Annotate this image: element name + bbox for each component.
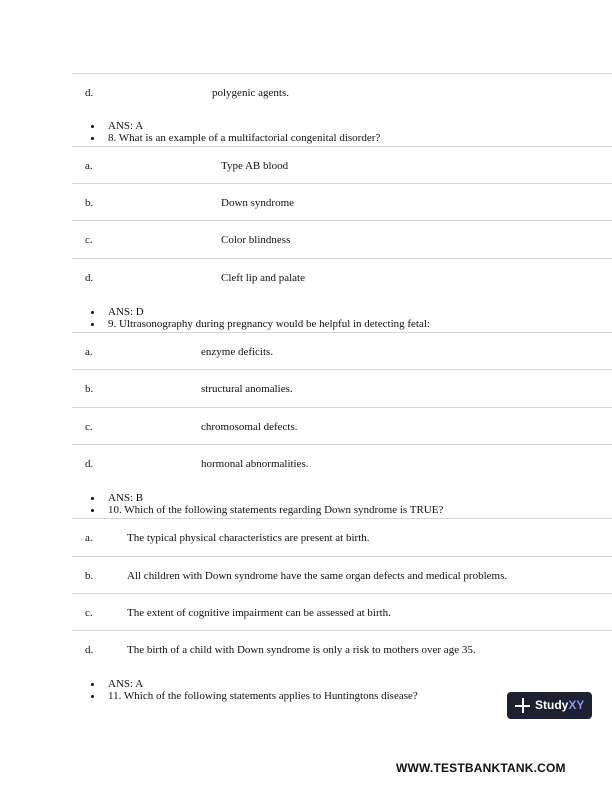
q10-option-d [72, 630, 612, 668]
option-text: polygenic agents. [212, 87, 289, 99]
q10-option-a [72, 518, 612, 556]
option-letter: b. [85, 383, 94, 395]
option-letter: d. [85, 458, 94, 470]
option-text: structural anomalies. [201, 383, 293, 395]
option-text: The birth of a child with Down syndrome is only a risk to mothers over age 35. [127, 644, 476, 656]
q10-option-c [72, 593, 612, 631]
option-letter: a. [85, 532, 93, 544]
option-letter: c. [85, 607, 93, 619]
option-letter: b. [85, 197, 94, 209]
q8-option-d [72, 258, 612, 296]
badge-brand [535, 698, 584, 712]
footer-site-url[interactable]: WWW.TESTBANKTANK.COM [396, 761, 566, 775]
q7-answer: ANS: A [90, 120, 590, 132]
option-text: The typical physical characteristics are present at birth. [127, 532, 370, 544]
option-letter: b. [85, 570, 94, 582]
option-text: Down syndrome [221, 197, 295, 209]
q7-q8-bullets [90, 120, 590, 144]
q9-option-b [72, 369, 612, 407]
q9-q10-bullets [90, 492, 590, 516]
option-letter: c. [85, 421, 93, 433]
q9-option-d [72, 444, 612, 482]
option-text: chromosomal defects. [201, 421, 298, 433]
q8-q9-bullets [90, 306, 590, 330]
option-letter: d. [85, 272, 94, 284]
q9-question: 9. Ultrasonography during pregnancy would be helpful in detecting fetal: [90, 318, 590, 330]
q8-option-c [72, 220, 612, 258]
option-letter: d. [85, 644, 94, 656]
option-letter: d. [85, 87, 94, 99]
option-letter: a. [85, 160, 93, 172]
q10-option-b [72, 556, 612, 594]
q8-question: 8. What is an example of a multifactorial congenital disorder? [90, 132, 590, 144]
plus-icon [515, 698, 530, 713]
option-text: All children with Down syndrome have the same organ defects and medical problems. [127, 570, 508, 582]
q11-question: 11. Which of the following statements applies to Huntingtons disease? [90, 690, 590, 702]
option-text: hormonal abnormalities. [201, 458, 309, 470]
q9-option-a [72, 332, 612, 370]
option-text: The extent of cognitive impairment can be assessed at birth. [127, 607, 391, 619]
q8-answer: ANS: D [90, 306, 590, 318]
q9-answer: ANS: B [90, 492, 590, 504]
q10-question: 10. Which of the following statements regarding Down syndrome is TRUE? [90, 504, 590, 516]
option-text: Color blindness [221, 234, 291, 246]
option-text: Cleft lip and palate [221, 272, 305, 284]
q7-option-d [72, 73, 612, 111]
option-letter: a. [85, 346, 93, 358]
option-text: enzyme deficits. [201, 346, 274, 358]
studyxy-badge[interactable] [507, 692, 592, 719]
option-letter: c. [85, 234, 93, 246]
q9-option-c [72, 407, 612, 445]
q8-option-a [72, 146, 612, 184]
option-text: Type AB blood [221, 160, 289, 172]
badge-brand-main: Study [535, 698, 569, 712]
q8-option-b [72, 183, 612, 221]
q10-answer: ANS: A [90, 678, 590, 690]
badge-brand-accent: XY [568, 698, 585, 712]
